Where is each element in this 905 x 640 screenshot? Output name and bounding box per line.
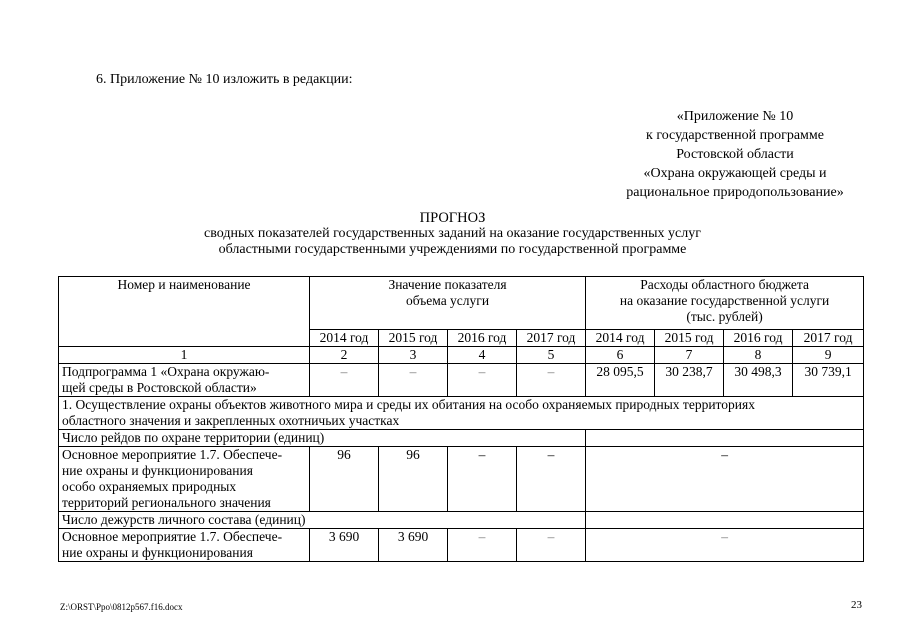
value-cell: 30 739,1 [793,364,864,397]
value-cell: 96 [310,447,379,512]
value-cell: – [448,529,517,562]
value-cell: 30 498,3 [724,364,793,397]
appendix-heading [600,107,870,202]
page-number: 23 [851,599,862,611]
section-row [59,397,864,430]
value-cell: 3 690 [310,529,379,562]
subprogram-name [59,364,310,397]
value-cell: – [379,364,448,397]
column-number: 3 [379,347,448,364]
name-line: Основное мероприятие 1.7. Обеспече- [62,529,283,544]
column-number: 7 [655,347,724,364]
budget-cell: – [586,529,864,562]
column-number: 2 [310,347,379,364]
name-line: Основное мероприятие 1.7. Обеспече- [62,447,283,462]
header-line: Значение показателя [388,277,507,292]
section-heading [59,397,864,430]
table-header-row [59,277,864,330]
file-path: Z:\ORST\Ppo\0812p567.f16.docx [60,602,183,612]
appendix-line: «Приложение № 10 [676,109,794,124]
section-line: областного значения и закрепленных охотничьих участках [62,413,400,428]
value-cell: 96 [379,447,448,512]
header-indicator-cell [310,277,586,330]
title-line: сводных показателей государственных заданий на оказание государственных услуг [204,226,701,241]
forecast-table [58,276,864,562]
appendix-line: к государственной программе [646,128,824,143]
column-number-row [59,347,864,364]
value-cell: – [517,447,586,512]
header-budget-cell [586,277,864,330]
header-line: Расходы областного бюджета [640,277,809,292]
appendix-line: Ростовской области [676,147,794,162]
name-line: Подпрограмма 1 «Охрана окружаю- [62,364,270,379]
indicator-label: Число дежурств личного состава (единиц) [59,512,586,529]
value-cell: – [310,364,379,397]
subprogram-row [59,364,864,397]
measure-name [59,447,310,512]
column-number: 5 [517,347,586,364]
year-cell: 2016 год [724,330,793,347]
value-cell: 28 095,5 [586,364,655,397]
value-cell: 3 690 [379,529,448,562]
title-line: ПРОГНОЗ [419,210,486,226]
indicator-row [59,430,864,447]
value-cell: – [448,447,517,512]
year-cell: 2015 год [379,330,448,347]
measure-row [59,529,864,562]
name-line: территорий регионального значения [62,495,271,510]
name-line: ние охраны и функционирования [62,545,253,560]
value-cell: 30 238,7 [655,364,724,397]
measure-row [59,447,864,512]
header-line: объема услуги [405,293,490,308]
budget-cell: – [586,447,864,512]
section-line: 1. Осуществление охраны объектов животного мира и среды их обитания на особо охраняемых природных территориях [62,397,755,412]
indicator-label: Число рейдов по охране территории (единиц) [59,430,586,447]
document-title [0,210,905,258]
name-line: ние охраны и функционирования [62,463,253,478]
appendix-line: рациональное природопользование» [626,185,844,200]
measure-name [59,529,310,562]
column-number: 1 [59,347,310,364]
year-cell: 2014 год [310,330,379,347]
header-line: (тыс. рублей) [686,309,763,324]
year-cell: 2016 год [448,330,517,347]
year-cell: 2017 год [517,330,586,347]
year-cell: 2014 год [586,330,655,347]
title-line: областными государственными учреждениями по государственной программе [218,242,687,257]
indicator-empty [586,512,864,529]
name-line: особо охраняемых природных [62,479,237,494]
column-number: 8 [724,347,793,364]
value-cell: – [448,364,517,397]
header-line: на оказание государственной услуги [619,293,830,308]
year-cell: 2017 год [793,330,864,347]
column-number: 4 [448,347,517,364]
column-number: 6 [586,347,655,364]
value-cell: – [517,529,586,562]
appendix-line: «Охрана окружающей среды и [643,166,827,181]
value-cell: – [517,364,586,397]
name-line: щей среды в Ростовской области» [62,380,257,395]
lead-paragraph: 6. Приложение № 10 изложить в редакции: [96,72,353,87]
indicator-row [59,512,864,529]
header-name-cell: Номер и наименование [59,277,310,347]
year-cell: 2015 год [655,330,724,347]
column-number: 9 [793,347,864,364]
indicator-empty [586,430,864,447]
